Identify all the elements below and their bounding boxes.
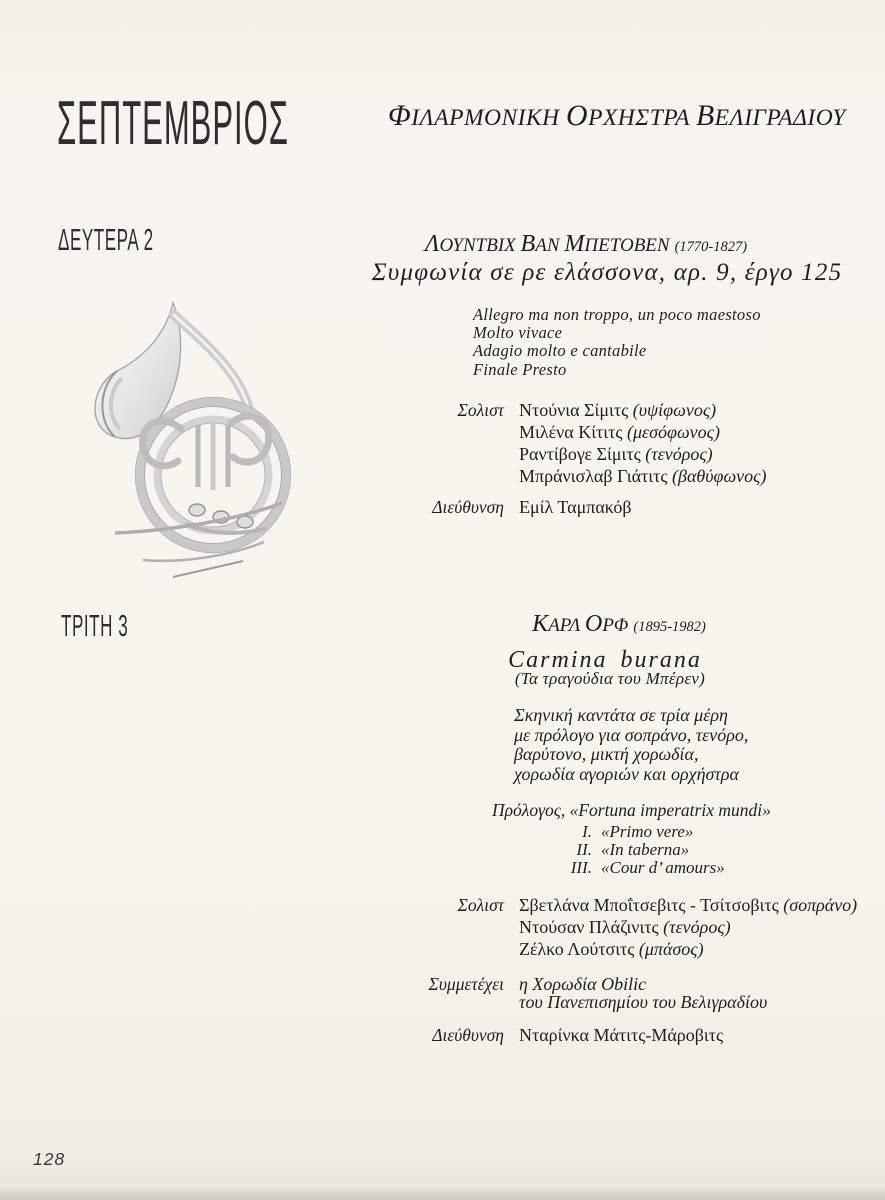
conductor-label: Διεύθυνση xyxy=(432,1025,504,1045)
soloist-name: Μιλένα Κίτιτς xyxy=(519,422,623,442)
page-bottom-edge xyxy=(0,1184,885,1200)
work-title-symphony-9: Συμφωνία σε ρε ελάσσονα, αρ. 9, έργο 125 xyxy=(371,259,843,286)
movement-2: Molto vivace xyxy=(473,323,563,343)
composer-name: ΛΟΥΝΤΒΙΧ ΒΑΝ ΜΠΕΤΟΒΕΝ xyxy=(424,230,670,257)
participates-line: η Χορωδία Obilic xyxy=(519,974,647,994)
soloist-voice: (μεσόφωνος) xyxy=(626,422,720,442)
composer-name: ΚΑΡΛ ΟΡΦ xyxy=(532,610,629,637)
conductor-label: Διεύθυνση xyxy=(432,497,504,517)
movement-1: Allegro ma non troppo, un poco maestoso xyxy=(473,305,761,324)
movement-3: Adagio molto e cantabile xyxy=(473,341,647,361)
section-numeral: I. xyxy=(582,822,592,841)
description-line: Σκηνική καντάτα σε τρία μέρη xyxy=(514,705,728,725)
description-line: βαρύτονο, μικτή χορωδία, xyxy=(514,744,699,764)
soloist-name: Ραντίβογε Σίμιτς xyxy=(519,444,641,464)
work-title-carmina-burana: Carmina burana xyxy=(508,647,702,673)
soloist-voice: (μπάσος) xyxy=(638,939,704,959)
soloist-voice: (υψίφωνος) xyxy=(632,400,717,420)
movement-list xyxy=(473,306,761,379)
soloists-label: Σολιστ xyxy=(457,895,504,915)
day-label-tuesday-3: ΤΡΙΤΗ 3 xyxy=(61,608,129,643)
section-title: «Cour d’ amours» xyxy=(601,858,725,877)
section-title: «Primo vere» xyxy=(601,822,694,841)
section-title: «In taberna» xyxy=(601,840,690,859)
composer-dates: (1770-1827) xyxy=(674,239,748,255)
description-line: με πρόλογο για σοπράνο, τενόρο, xyxy=(514,724,749,745)
soloist-voice: (σοπράνο) xyxy=(783,895,858,915)
soloist-name: Ζέλκο Λούτσιτς xyxy=(519,939,635,959)
section-numeral: II. xyxy=(576,840,592,859)
conductor-name: Νταρίνκα Μάτιτς-Μάροβιτς xyxy=(519,1025,724,1045)
month-title: ΣΕΠΤΕΜΒΡΙΟΣ xyxy=(57,89,289,158)
soloist-name: Μπράνισλαβ Γιάτιτς xyxy=(519,466,668,486)
description-line: χορωδία αγοριών και ορχήστρα xyxy=(514,763,739,784)
day-label-monday-2: ΔΕΥΤΕΡΑ 2 xyxy=(58,222,154,257)
section-numeral: III. xyxy=(570,858,592,877)
soloist-name: Σβετλάνα Μποΐτσεβιτς - Τσίτσοβιτς xyxy=(519,895,779,915)
soloists-label: Σολιστ xyxy=(457,400,504,420)
work-description xyxy=(514,706,748,784)
participates-line: του Πανεπισημίου του Βελιγραδίου xyxy=(519,992,768,1012)
composer-line-orff xyxy=(369,610,869,637)
prologue-line: Πρόλογος, «Fortuna imperatrix mundi» xyxy=(492,800,771,820)
page-number: 128 xyxy=(33,1149,66,1169)
conductor-name: Εμίλ Ταμπακόβ xyxy=(519,497,632,517)
movement-4: Finale Presto xyxy=(473,359,567,379)
composer-dates: (1895-1982) xyxy=(633,619,706,635)
orchestra-title: ΦΙΛΑΡΜΟΝΙΚΗ ΟΡΧΗΣΤΡΑ ΒΕΛΙΓΡΑΔΙΟΥ xyxy=(388,99,846,132)
work-subtitle: (Τα τραγούδια του Μπέρεν) xyxy=(514,669,706,688)
soloist-name: Ντούσαν Πλάζινιτς xyxy=(519,917,659,937)
french-horn-image xyxy=(85,297,322,589)
soloist-voice: (τενόρος) xyxy=(645,444,713,464)
soloist-name: Ντούνια Σίμιτς xyxy=(519,400,629,420)
participates-label: Συμμετέχει xyxy=(428,974,504,994)
soloist-voice: (τενόρος) xyxy=(663,917,731,937)
soloist-voice: (βαθύφωνος) xyxy=(672,466,767,486)
composer-line-beethoven xyxy=(336,230,836,257)
